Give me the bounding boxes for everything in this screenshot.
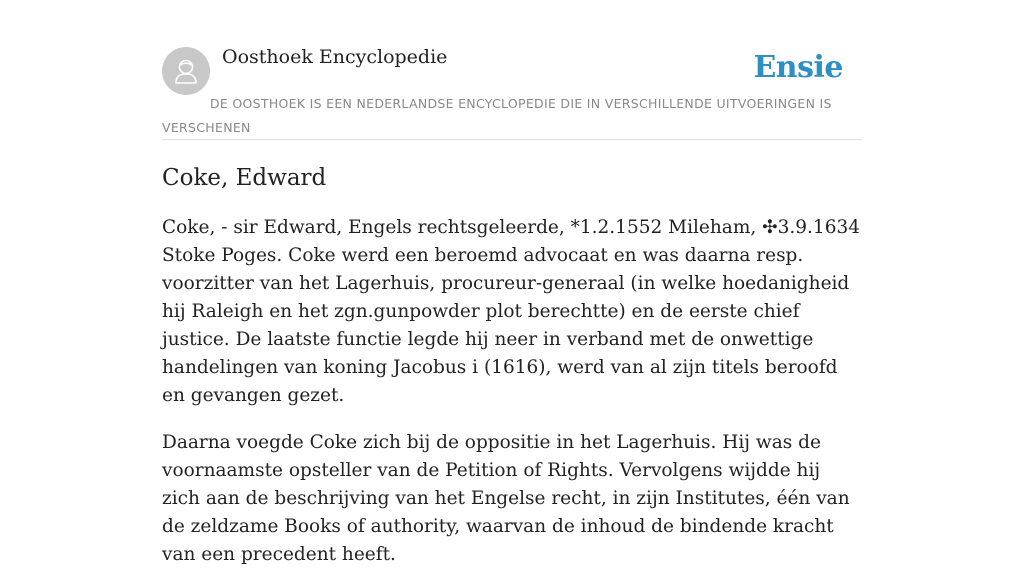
header-divider [162, 139, 862, 140]
article-paragraph: Coke, - sir Edward, Engels rechtsgeleerde, *1.2.1552 Mileham, ✣3.9.1634 Stoke Poges. Coke werd een beroemd advocaat en was daarna resp. voorzitter van het Lagerhuis, procureur-generaal (in welke hoedanigheid hij Raleigh en het zgn.gunpowder plot berechtte) en de eerste chief justice. De laatste functie legde hij neer in verband met de onwettige handelingen van koning Jacobus i (1616), werd van al zijn titels beroofd en gevangen gezet. [162, 217, 861, 406]
site-title[interactable]: Oosthoek Encyclopedie [222, 46, 448, 68]
user-icon [162, 47, 210, 95]
ensie-logo[interactable]: Ensie [753, 50, 843, 85]
site-tagline: DE OOSTHOEK IS EEN NEDERLANDSE ENCYCLOPEDIE DIE IN VERSCHILLENDE UITVOERINGEN IS VERSCHENEN [162, 96, 832, 135]
article-paragraph: Daarna voegde Coke zich bij de oppositie in het Lagerhuis. Hij was de voornaamste opsteller van de Petition of Rights. Vervolgens wijdde hij zich aan de beschrijving van het Engelse recht, in zijn Institutes, één van de zeldzame Books of authority, waarvan de inhoud de bindende kracht van een precedent heeft. [162, 432, 850, 565]
avatar[interactable] [162, 47, 210, 95]
article-title: Coke, Edward [162, 165, 327, 191]
article [162, 162, 862, 588]
